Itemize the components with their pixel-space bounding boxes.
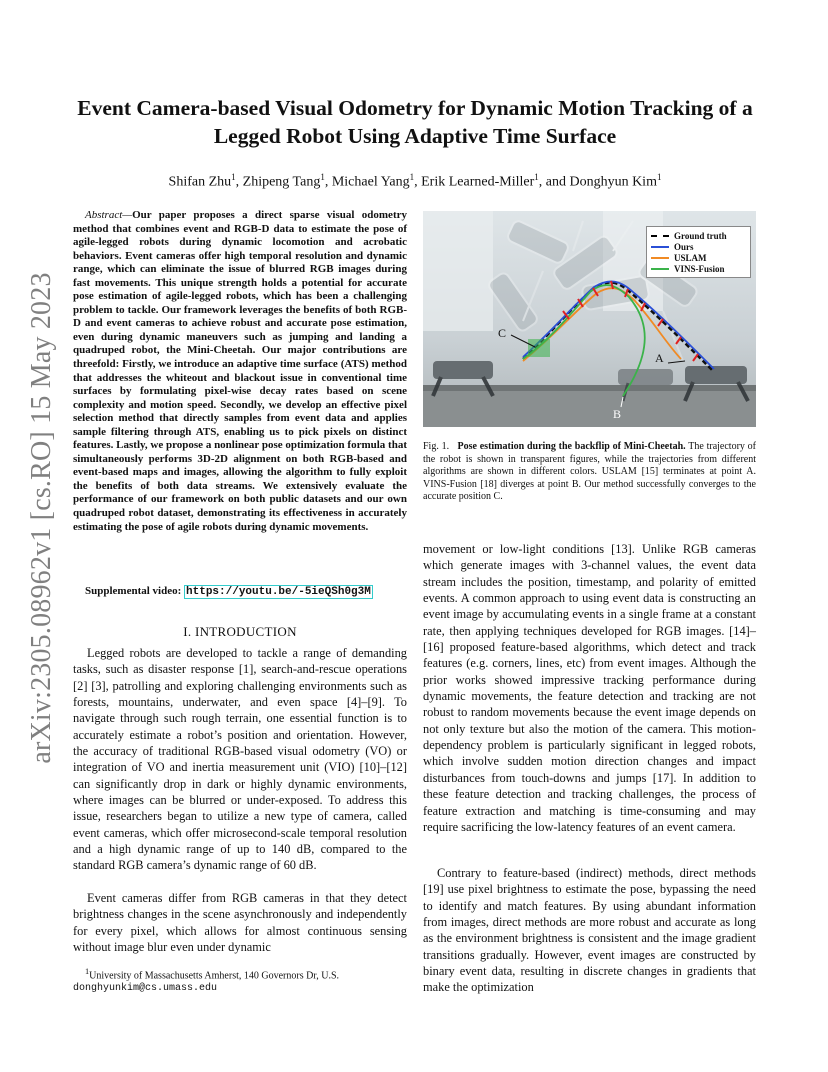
caption-title: Pose estimation during the backflip of Mini-Cheetah. [457, 441, 686, 452]
arxiv-identifier [22, 268, 62, 768]
supplemental-video [73, 585, 407, 598]
cluster-c [528, 339, 550, 357]
author-name: Shifan Zhu [168, 174, 232, 190]
legend-swatch [651, 246, 669, 248]
abstract-text: Our paper proposes a direct sparse visual odometry method that combines event and RGB-D data to estimate the pose of agile-legged robots during dynamic locomotion and acrobatic behaviors. Event cameras offer high temporal resolution and dynamic range, which can eliminate the issue of blurred RGB images during fast movements. This unique strength holds a potential for accurate pose estimation of agile-legged robots, which has been a challenging problem to tackle. Our framework leverages the benefits of both RGB-D and event cameras to achieve robust and accurate pose estimation, even during dynamic maneuvers such as jumping and landing a quadruped robot, the Mini-Cheetah. Our major contributions are threefold: Firstly, we introduce an adaptive time surface (ATS) method that addresses the whiteout and blackout issue in conventional time surfaces by formulating pixel-wise decay rates based on scene complexity and motion speed. Secondly, we develop an effective pixel selection method that directly samples from event data and applies sample filtering through ATS, enabling us to pick pixels on distinct features. Lastly, we propose a nonlinear pose optimization formula that simultaneously performs 3D-2D alignment on both RGB-based and event-based maps and images, allowing the algorithm to fully exploit the benefits of both data streams. We extensively evaluate the performance of our framework on both public datasets and our own quadruped robot dataset, demonstrating its effectiveness in accurately estimating the pose of agile robots during dynamic movements. [73, 209, 407, 533]
author-affiliation: 1 [320, 172, 325, 182]
figure-label-b: B [613, 407, 622, 421]
affiliation-footnote [73, 966, 407, 995]
author-affiliation: 1 [534, 172, 539, 182]
intro-paragraph-2: Event cameras differ from RGB cameras in that they detect brightness changes in the scene asynchronously and independently for every pixel, which allows for almost continuous sensing without image blur even under dynamic [73, 891, 407, 955]
legend-item-ground-truth [651, 230, 746, 241]
figure-legend [646, 226, 751, 278]
intro-paragraph-1: Legged robots are developed to tackle a range of demanding tasks, such as disaster response [1], search-and-rescue operations [2] [3], patrolling and exploring challenging environments such as forests, mountains, underwater, and even space [4]–[9]. To navigate through such rough terrain, one essential function is to accurately estimate a robot’s position and orientation. However, the accuracy of traditional RGB-based visual odometry (VO) or integration of VO and inertia measurement unit (VIO) [10]–[12] can significantly drop in dark or highly dynamic environments, where images can be blurred or under-exposed. To address this issue, researchers began to utilize a new type of camera, called event cameras, which offer microsecond-scale temporal resolution and a high dynamic range of up to 140 dB, compared to the standard RGB camera’s dynamic range of 60 dB. [73, 646, 407, 873]
legend-label: USLAM [674, 252, 707, 263]
right-paragraph-1: movement or low-light conditions [13]. Unlike RGB cameras which generate images with 3-channel values, the event data stream includes the position, timestamp, and polarity of emitted events. A common approach to using event data is constructing an event image by accumulating events in a single frame at a constant rate, then applying techniques developed for RGB images. [14]–[16] proposed feature-based algorithms, which detect and track features (e.g. corners, lines, etc) from event images. Although the prior works showed impressive tracking performance during dynamic movements, the feature detection and tracking are not robust to random movements because the event image depends on not only texture but also the motion of the camera. This motion-dependency problem is particularly significant in legged robots, which involve sudden motion direction changes and impact disturbances from touch-downs and jumps [17]. In addition to these feature detection and tracking challenges, the process of feature extraction and matching is time-consuming and may require sacrificing the low-latency features of an event camera. [423, 542, 756, 834]
wall-panel [423, 211, 493, 331]
footnote-email: donghyunkim@cs.umass.edu [73, 982, 218, 994]
caption-text: The trajectory of the robot is shown in transparent figures, while the trajectories from different algorithms are shown in different colors. USLAM [15] terminates at point A. VINS-Fusion [18] diverges at point B. Our method successfully converges to the accurate position C. [423, 441, 757, 502]
author-name: Michael Yang [331, 174, 410, 190]
arxiv-identifier-text: arXiv:2305.08962v1 [cs.RO] 15 May 2023 [26, 272, 57, 764]
figure-backflip-trajectory [423, 211, 756, 427]
supplemental-video-link[interactable]: https://youtu.be/-5ieQSh0g3M [186, 586, 371, 598]
caption-label: Fig. 1. [423, 441, 450, 452]
abstract-label: Abstract— [85, 209, 133, 221]
author-affiliation: 1 [656, 172, 662, 182]
figure-label-c: C [498, 326, 507, 340]
author-name: Zhipeng Tang [242, 174, 321, 190]
floor-edge [423, 385, 756, 391]
legend-label: Ours [674, 241, 694, 252]
legend-label: VINS-Fusion [674, 263, 725, 274]
legend-item-ours [651, 241, 746, 252]
legend-swatch [651, 257, 669, 259]
legend-label: Ground truth [674, 230, 727, 241]
figure-caption [423, 441, 756, 504]
author-name: Erik Learned-Miller [421, 174, 535, 190]
author-affiliation: 1 [231, 172, 236, 182]
footnote-affiliation: University of Massachusetts Amherst, 140 Governors Dr, U.S. [89, 970, 340, 982]
paper-title: Event Camera-based Visual Odometry for Dynamic Motion Tracking of a Legged Robot Using Adaptive Time Surface [77, 96, 753, 148]
author-affiliation: 1 [409, 172, 415, 182]
abstract [73, 209, 407, 534]
figure-label-a: A [655, 351, 664, 365]
legend-swatch [651, 268, 669, 270]
author-list: Shifan Zhu$^1$, Zhipeng Tang$^1$, Michael Yang$^1$, Erik Learned-Miller$^1$, and Donghyun Kim$^1$ [168, 172, 662, 190]
legend-swatch [651, 235, 669, 237]
right-paragraph-2: Contrary to feature-based (indirect) methods, direct methods [19] use pixel brightness to estimate the pose, bypassing the need to identify and match features. By using abundant information from images, direct methods are more robust and accurate as long as the environment brightness is consistent and the image gradient transitions gradually. However, event images are constructed by binary event data, resulting in discrete changes in gradients that make the optimization [423, 866, 756, 995]
footnote-marker: 1 [85, 967, 90, 976]
legend-item-uslam [651, 252, 746, 263]
section-heading-introduction: I. INTRODUCTION [183, 624, 297, 639]
supplemental-label: Supplemental video: [85, 585, 182, 597]
floor [423, 389, 756, 427]
author-name: and Donghyun Kim [545, 174, 657, 190]
legend-item-vins-fusion [651, 263, 746, 274]
